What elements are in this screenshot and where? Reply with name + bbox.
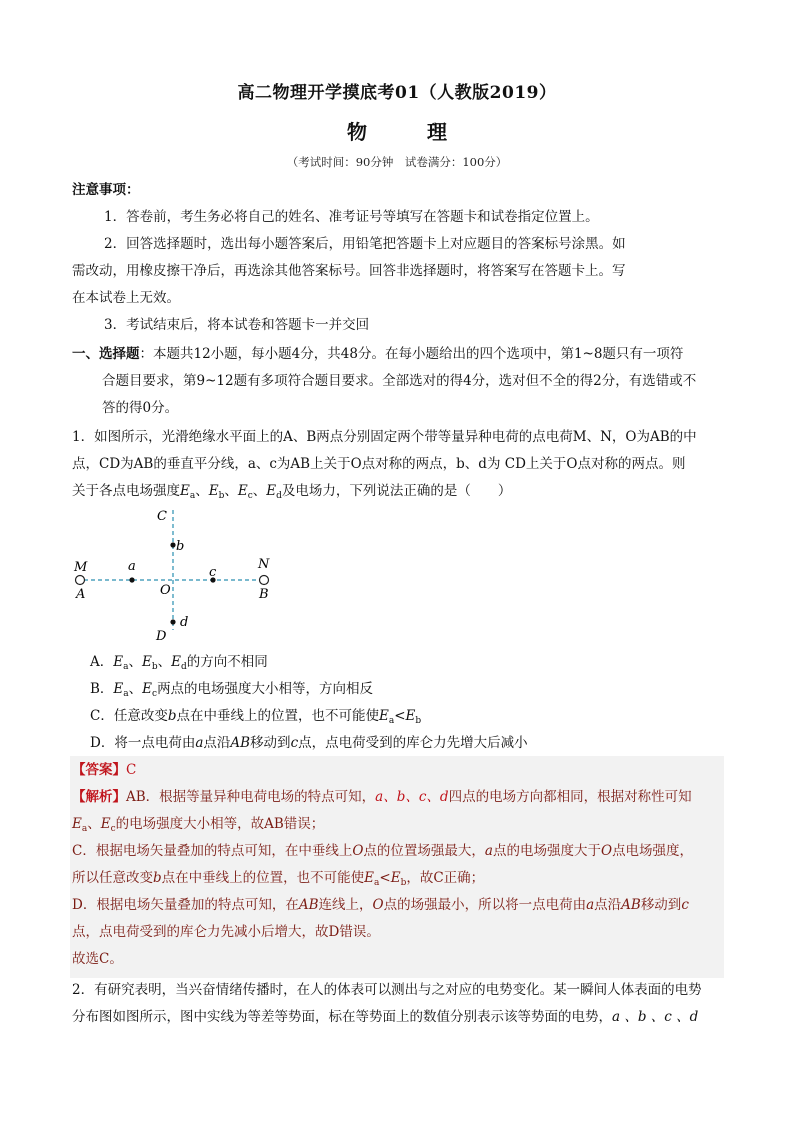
notice-item-1: 1．答卷前，考生务必将自己的姓名、准考证号等填写在答题卡和试卷指定位置上。 bbox=[104, 209, 599, 225]
notice-item-2c: 在本试卷上无效。 bbox=[72, 290, 180, 306]
q1-option-b[interactable]: B．$E_a$、$E_c$两点的电场强度大小相等，方向相反 bbox=[90, 681, 374, 699]
q1-conclusion: 故选C。 bbox=[72, 951, 123, 967]
section-1-text-a: ：本题共12小题，每小题4分，共48分。在每小题给出的四个选项中，第1~8题只有一项符 bbox=[139, 346, 684, 362]
charge-m-circle bbox=[76, 576, 85, 585]
section-1-intro-a bbox=[72, 344, 732, 364]
q1-option-d[interactable]: D．将一点电荷由a点沿AB移动到c点，点电荷受到的库仑力先增大后减小 bbox=[90, 735, 528, 751]
label-d: d bbox=[180, 615, 189, 630]
section-1-label: 一、选择题 bbox=[72, 346, 140, 362]
q1-stem-line-2: 点，CD为AB的垂直平分线，a、c为AB上关于O点对称的两点，b、d为 CD上关于O点对称的两点。则 bbox=[72, 456, 686, 472]
notice-heading: 注意事项： bbox=[72, 182, 140, 198]
q1-diagram bbox=[70, 502, 290, 644]
q2-stem-line-2: 分布图如图所示，图中实线为等差等势面，标在等势面上的数值分别表示该等势面的电势，a 、b 、c 、d bbox=[72, 1009, 699, 1025]
q1-option-a[interactable]: A．$E_a$、$E_b$、$E_d$的方向不相同 bbox=[90, 654, 268, 672]
q1-answer: 【答案】C bbox=[72, 762, 137, 778]
section-1-intro-c: 答的得0分。 bbox=[102, 400, 179, 416]
notice-item-2a: 2．回答选择题时，选出每小题答案后，用铅笔把答题卡上对应题目的答案标号涂黑。如 bbox=[104, 236, 626, 252]
q1-analysis-line-1: 【解析】AB．根据等量异种电荷电场的特点可知，a、b、c、d四点的电场方向都相同，根据对称性可知 bbox=[72, 789, 692, 805]
notice-item-2b: 需改动，用橡皮擦干净后，再选涂其他答案标号。回答非选择题时，将答案写在答题卡上。写 bbox=[72, 263, 626, 279]
label-O: O bbox=[160, 583, 171, 598]
q1-stem-line-3: 关于各点电场强度$E_a$、$E_b$、$E_c$、$E_d$及电场力，下列说法正确的是（ ） bbox=[72, 483, 512, 501]
subject-char-1: 物 bbox=[347, 120, 367, 144]
charge-n-circle bbox=[260, 576, 269, 585]
label-B: B bbox=[259, 587, 269, 602]
q1-analysis-line-6: 点，点电荷受到的库仑力先减小后增大，故D错误。 bbox=[72, 924, 380, 940]
label-M: M bbox=[74, 560, 88, 575]
label-b: b bbox=[176, 539, 185, 554]
label-C: C bbox=[157, 509, 167, 524]
label-c: c bbox=[209, 565, 217, 580]
exam-title: 高二物理开学摸底考01（人教版2019） bbox=[237, 83, 557, 103]
exam-time-info: （考试时间：90分钟 试卷满分：100分） bbox=[286, 155, 508, 169]
label-a: a bbox=[128, 559, 136, 574]
notice-item-3: 3．考试结束后，将本试卷和答题卡一并交回 bbox=[104, 317, 370, 333]
q2-stem-line-1: 2．有研究表明，当兴奋情绪传播时，在人的体表可以测出与之对应的电势变化。某一瞬间人体表面的电势 bbox=[72, 982, 702, 998]
subject-char-2: 理 bbox=[427, 120, 447, 144]
q1-analysis-line-2: $E_a$、$E_c$的电场强度大小相等，故AB错误； bbox=[72, 816, 325, 834]
section-1-intro-b: 合题目要求，第9~12题有多项符合题目要求。全部选对的得4分，选对但不全的得2分，有选错或不 bbox=[102, 373, 697, 389]
label-D: D bbox=[156, 629, 167, 644]
label-A: A bbox=[76, 587, 86, 602]
label-N: N bbox=[258, 557, 270, 572]
point-b-dot bbox=[170, 542, 175, 547]
point-d-dot bbox=[170, 619, 175, 624]
q1-analysis-line-3: C．根据电场矢量叠加的特点可知，在中垂线上O点的位置场强最大，a点的电场强度大于O点电场强度， bbox=[72, 843, 694, 859]
point-a-dot bbox=[129, 577, 134, 582]
subject-title bbox=[0, 116, 794, 145]
q1-stem-line-1: 1．如图所示，光滑绝缘水平面上的A、B两点分别固定两个带等量异种电荷的点电荷M、N，O为AB的中 bbox=[72, 429, 697, 445]
q1-analysis-line-5: D．根据电场矢量叠加的特点可知，在AB连线上，O点的场强最小，所以将一点电荷由a点沿AB移动到c bbox=[72, 897, 689, 913]
q1-option-c[interactable]: C．任意改变b点在中垂线上的位置，也不可能使$E_a<E_b$ bbox=[90, 708, 422, 726]
q1-analysis-line-4: 所以任意改变b点在中垂线上的位置，也不可能使$E_a<E_b$，故C正确； bbox=[72, 870, 485, 888]
